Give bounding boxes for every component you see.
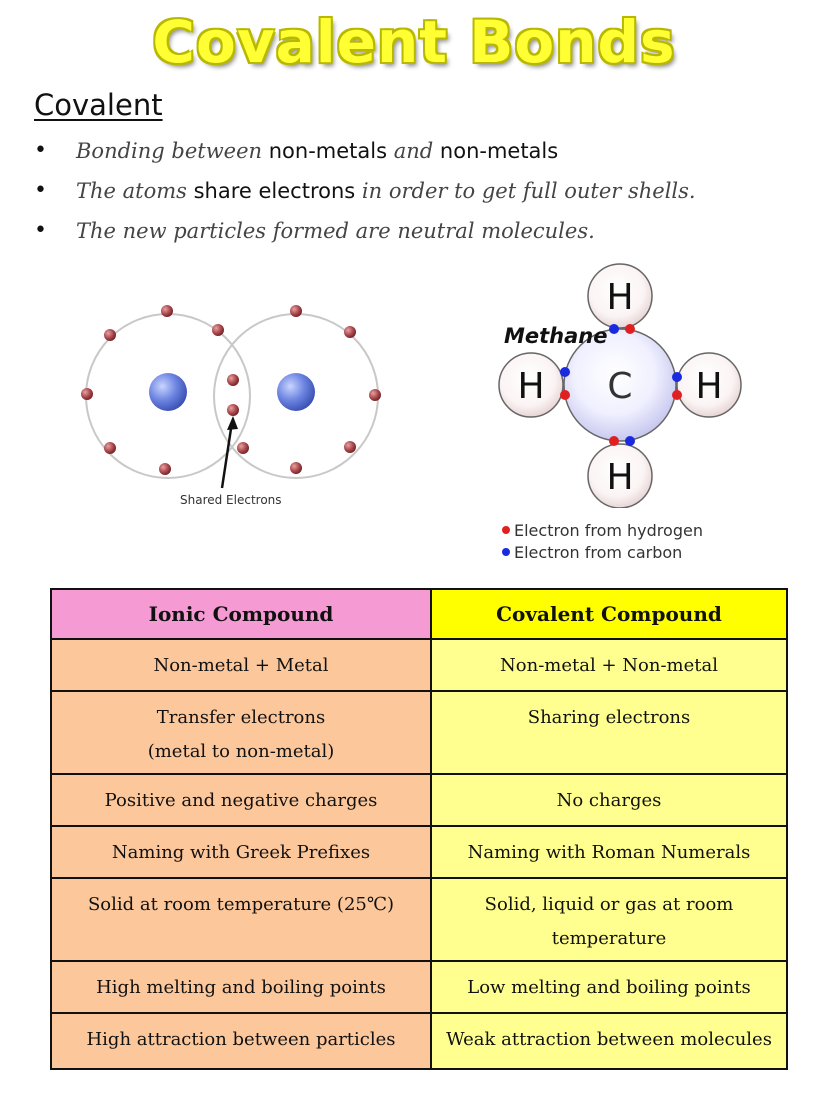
covalent-cell: Low melting and boiling points: [431, 961, 787, 1013]
bullet-text: The new particles formed are neutral molecules.: [76, 219, 595, 243]
carbon-electron: [609, 324, 619, 334]
bullet-text: Bonding between: [76, 139, 269, 163]
bullet-text: in order to get full outer shells.: [355, 179, 696, 203]
shared-electrons-label: Shared Electrons: [180, 493, 282, 507]
bullet-text: The atoms: [76, 179, 194, 203]
legend-item-carbon: [502, 542, 703, 564]
ionic-cell: [51, 691, 431, 774]
electron: [344, 441, 356, 453]
hydrogen-symbol: H: [695, 366, 723, 407]
carbon-electron: [672, 372, 682, 382]
carbon-electron: [560, 367, 570, 377]
electron: [104, 329, 116, 341]
covalent-cell: Weak attraction between molecules: [431, 1013, 787, 1069]
bullet-item: [34, 212, 696, 252]
covalent-cell: Naming with Roman Numerals: [431, 826, 787, 878]
blue-dot-icon: [502, 548, 510, 556]
comparison-table: [50, 588, 788, 1070]
covalent-cell: [431, 878, 787, 961]
table-row: [51, 774, 787, 826]
cell-line: (metal to non-metal): [147, 741, 335, 762]
hydrogen-symbol: H: [606, 277, 634, 318]
legend-label: Electron from carbon: [514, 543, 683, 562]
left-nucleus: [149, 373, 187, 411]
covalent-cell: Non-metal + Non-metal: [431, 639, 787, 691]
hydrogen-electron: [560, 390, 570, 400]
shared-electron: [227, 404, 239, 416]
table-row: [51, 639, 787, 691]
cell-line: Transfer electrons: [156, 707, 326, 728]
covalent-cell: No charges: [431, 774, 787, 826]
ionic-cell: Naming with Greek Prefixes: [51, 826, 431, 878]
carbon-symbol: C: [607, 366, 633, 407]
shared-electrons: [227, 374, 239, 416]
carbon-electron: [625, 436, 635, 446]
electron: [161, 305, 173, 317]
page-title: Covalent Bonds: [152, 8, 676, 76]
table-row: [51, 826, 787, 878]
electron: [159, 463, 171, 475]
hydrogen-symbol: H: [606, 457, 634, 498]
hydrogen-electron: [672, 390, 682, 400]
section-heading: Covalent: [34, 88, 163, 122]
methane-legend: [502, 520, 703, 564]
red-dot-icon: [502, 526, 510, 534]
bullet-emphasis: share electrons: [193, 179, 356, 203]
methane-label: Methane: [504, 324, 608, 348]
ionic-cell: Solid at room temperature (25℃): [51, 878, 431, 961]
ionic-header: Ionic Compound: [51, 589, 431, 639]
table-row: [51, 691, 787, 774]
covalent-atoms-diagram: [70, 290, 400, 520]
hydrogen-electron: [609, 436, 619, 446]
electron: [81, 388, 93, 400]
table-row: [51, 878, 787, 961]
right-nucleus: [277, 373, 315, 411]
bullet-emphasis: non-metals: [268, 139, 388, 163]
electron: [290, 462, 302, 474]
cell-line: Solid, liquid or gas at room: [484, 894, 734, 915]
legend-item-hydrogen: [502, 520, 703, 542]
bullet-emphasis: non-metals: [439, 139, 559, 163]
electron: [290, 305, 302, 317]
arrow-head: [227, 416, 238, 430]
bullet-list: [34, 132, 696, 252]
covalent-header: Covalent Compound: [431, 589, 787, 639]
ionic-cell: High melting and boiling points: [51, 961, 431, 1013]
ionic-cell: Positive and negative charges: [51, 774, 431, 826]
electron: [104, 442, 116, 454]
ionic-cell: Non-metal + Metal: [51, 639, 431, 691]
legend-label: Electron from hydrogen: [514, 521, 703, 540]
electron: [212, 324, 224, 336]
ionic-cell: High attraction between particles: [51, 1013, 431, 1069]
electron: [237, 442, 249, 454]
electron: [369, 389, 381, 401]
methane-diagram: [490, 258, 760, 508]
table-row: [51, 961, 787, 1013]
table-header-row: [51, 589, 787, 639]
covalent-cell: Sharing electrons: [431, 691, 787, 774]
hydrogen-electron: [625, 324, 635, 334]
table-row: [51, 1013, 787, 1069]
bullet-item: [34, 172, 696, 212]
cell-line: temperature: [551, 928, 667, 949]
shared-electron: [227, 374, 239, 386]
electron: [344, 326, 356, 338]
bullet-item: [34, 132, 696, 172]
hydrogen-symbol: H: [517, 366, 545, 407]
bullet-text: and: [387, 139, 440, 163]
